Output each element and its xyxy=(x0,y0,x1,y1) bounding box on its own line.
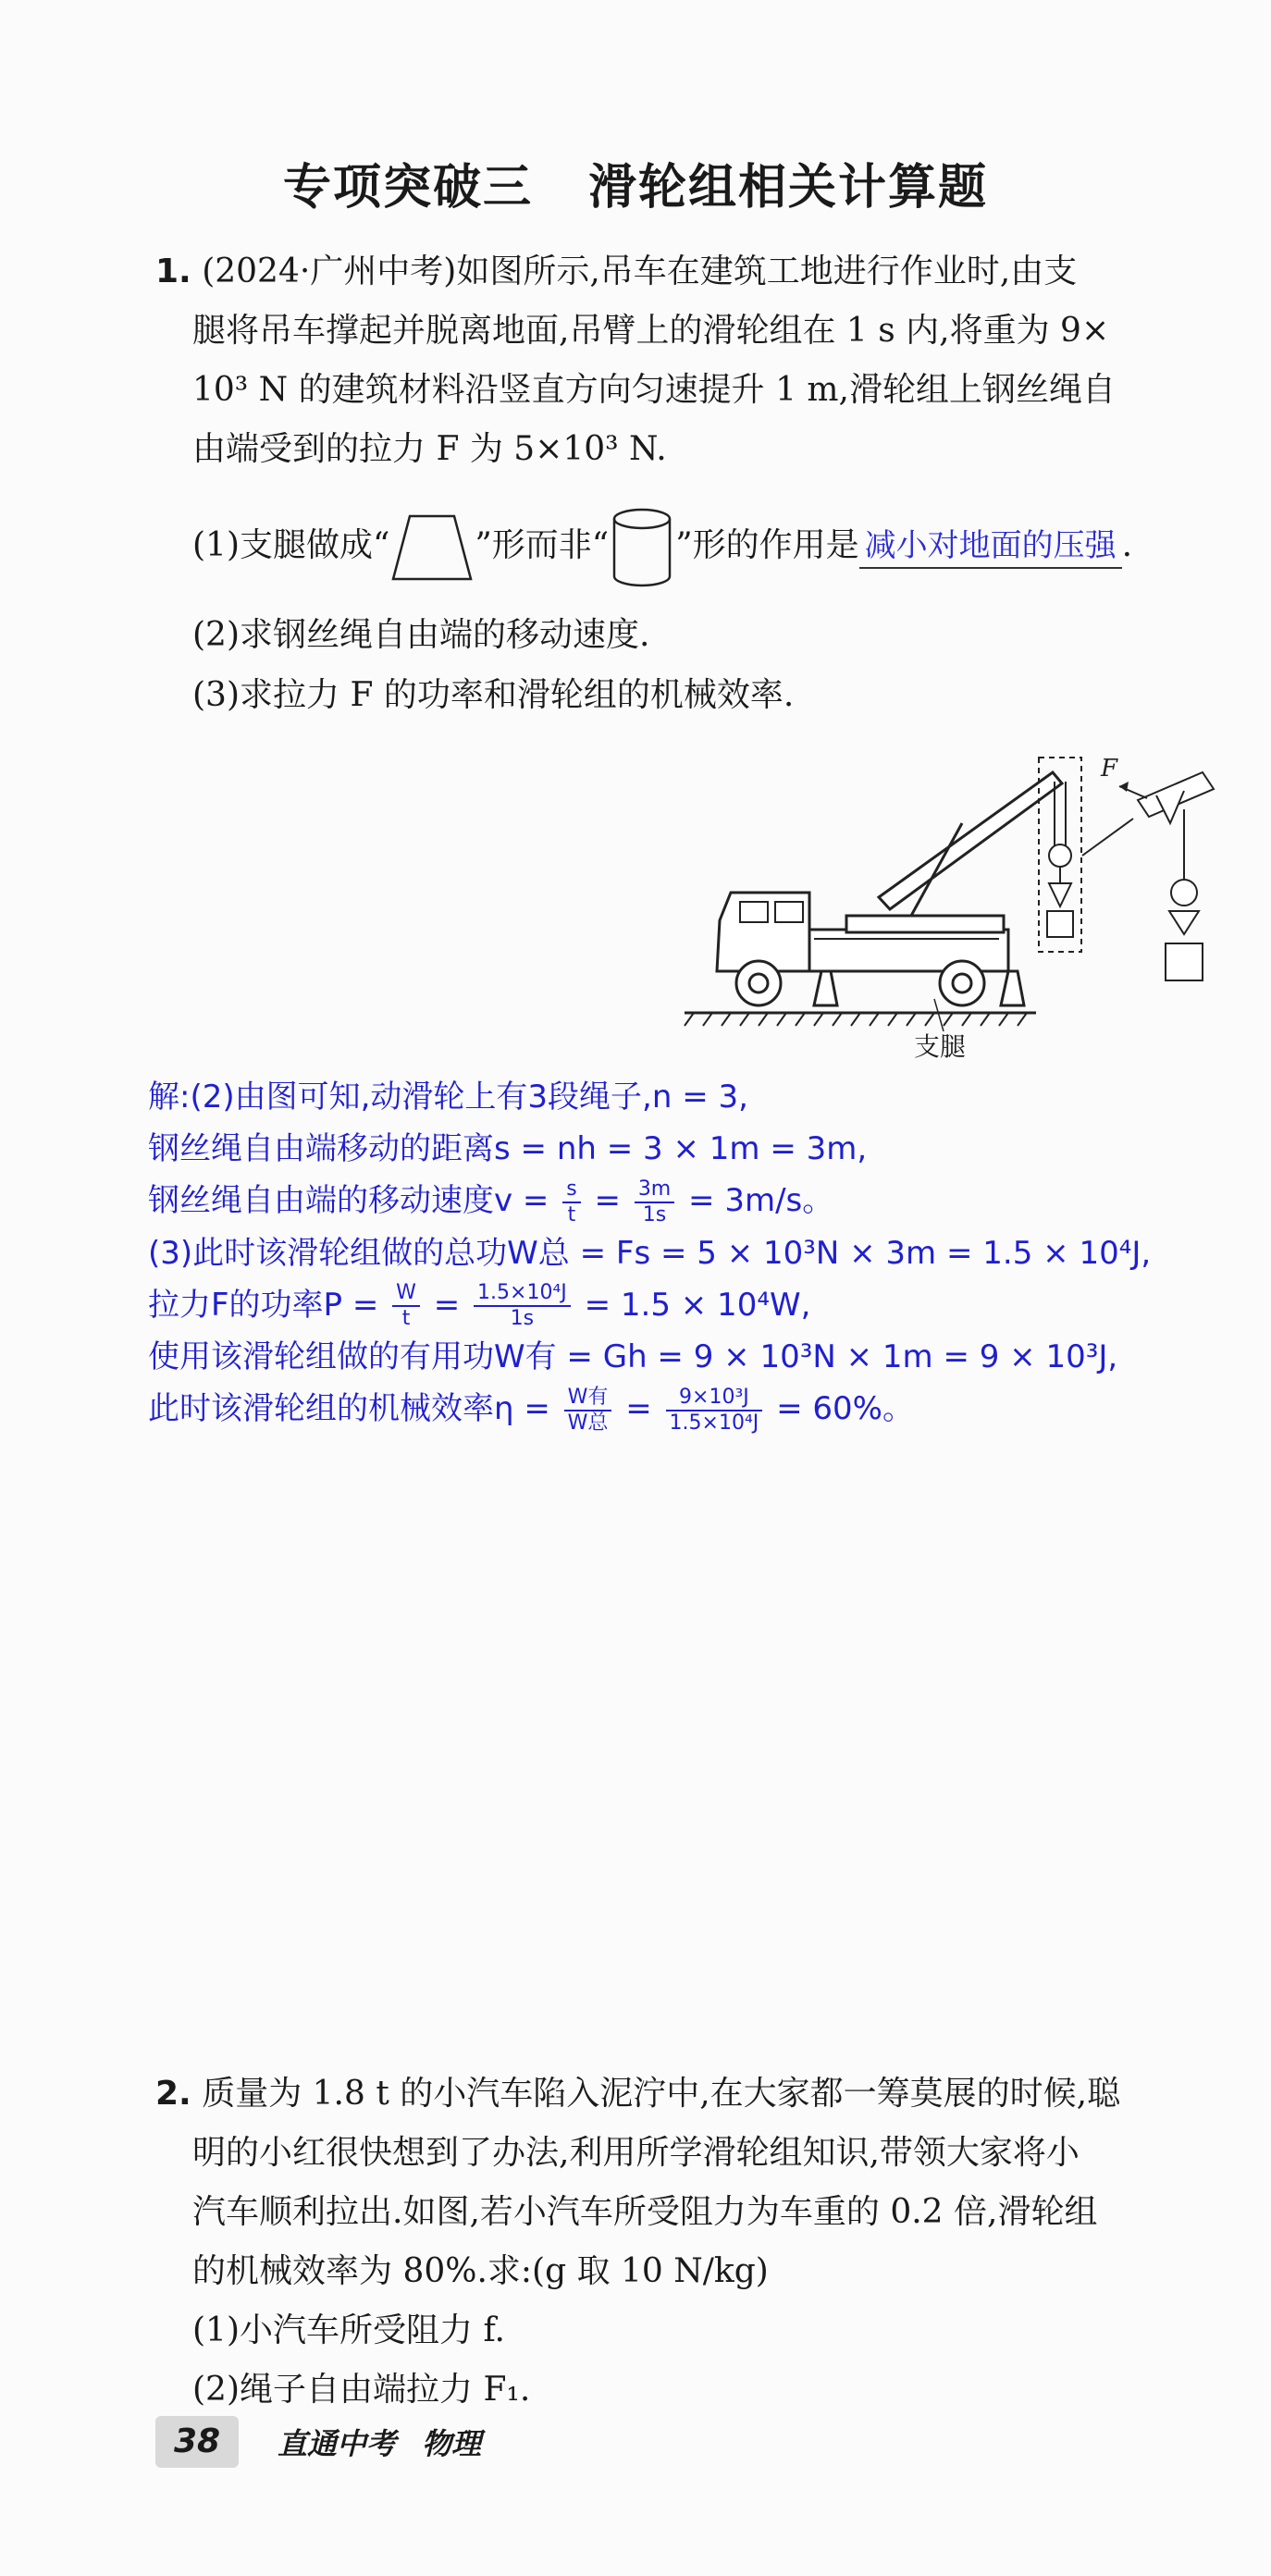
q2-line xyxy=(155,2064,1238,2124)
fraction-denominator: 1.5×10⁴J xyxy=(669,1411,759,1435)
solution-line xyxy=(148,1383,1240,1436)
solution-text: 此时该滑轮组的机械效率η = xyxy=(148,1390,561,1427)
q2-text: 明的小红很快想到了办法,利用所学滑轮组知识,带领大家将小 xyxy=(192,2134,1080,2172)
fraction xyxy=(564,1386,612,1436)
q1-text: 由端受到的拉力 F 为 5×10³ N. xyxy=(192,430,667,468)
q1-line xyxy=(155,302,1238,361)
q1-sub3-text: (3)求拉力 F 的功率和滑轮组的机械效率. xyxy=(192,676,795,714)
q2-text: 质量为 1.8 t 的小汽车陷入泥泞中,在大家都一筹莫展的时候,聪 xyxy=(202,2075,1121,2113)
q2-line xyxy=(155,2124,1238,2183)
q2-text: 的机械效率为 80%.求:(g 取 10 N/kg) xyxy=(192,2252,769,2290)
q1-sub1-mid: ”形而非“ xyxy=(475,526,610,564)
answer-blank: 减小对地面的压强 xyxy=(859,524,1122,569)
title-part1: 专项突破三 xyxy=(282,160,533,216)
fraction xyxy=(392,1281,420,1331)
crane-figure xyxy=(666,745,1221,1041)
q2-line xyxy=(155,2242,1238,2301)
solution-text: 拉力F的功率P = xyxy=(148,1286,389,1324)
fraction-numerator: 1.5×10⁴J xyxy=(474,1281,571,1307)
q1-sub2-text: (2)求钢丝绳自由端的移动速度. xyxy=(192,616,650,654)
fraction-denominator: 1s xyxy=(510,1307,535,1330)
footer-subject: 物理 xyxy=(422,2426,482,2461)
q1-sub1-pre: (1)支腿做成“ xyxy=(192,526,390,564)
fraction xyxy=(474,1281,571,1331)
solution-line: 钢丝绳自由端移动的距离s = nh = 3 × 1m = 3m, xyxy=(148,1130,868,1167)
fraction xyxy=(635,1177,674,1227)
title-part2: 滑轮组相关计算题 xyxy=(588,160,989,216)
footer-book: 直通中考 xyxy=(278,2426,397,2461)
fraction xyxy=(562,1177,580,1227)
fraction-numerator: 9×10³J xyxy=(666,1386,763,1411)
cylinder-icon xyxy=(609,506,675,589)
page-number: 38 xyxy=(155,2416,239,2468)
q1-sub3 xyxy=(192,666,794,725)
page-title xyxy=(0,148,1271,217)
q1-sub1-end: . xyxy=(1121,526,1133,564)
figure-label-support-leg: 支腿 xyxy=(914,1031,967,1062)
fraction-denominator: W总 xyxy=(567,1411,609,1435)
fraction-numerator: s xyxy=(562,1177,580,1203)
solution-text: = xyxy=(615,1390,662,1427)
q1-line xyxy=(155,420,1238,479)
solution-text: = 60%。 xyxy=(766,1390,914,1427)
q1-text: 10³ N 的建筑材料沿竖直方向匀速提升 1 m,滑轮组上钢丝绳自 xyxy=(192,371,1116,409)
q1-sub1-line xyxy=(192,526,1132,564)
fraction-denominator: t xyxy=(401,1307,411,1330)
footer-book-info xyxy=(278,2422,481,2466)
solution-block xyxy=(148,1071,1240,1436)
fraction-denominator: 1s xyxy=(642,1202,667,1226)
fraction-denominator: t xyxy=(567,1202,576,1226)
q2-number: 2. xyxy=(155,2075,191,2113)
question-1 xyxy=(155,242,1238,479)
solution-text: = 3m/s。 xyxy=(678,1182,834,1219)
fraction xyxy=(666,1386,763,1436)
q1-line xyxy=(155,361,1238,420)
q1-sub1-post: ”形的作用是 xyxy=(675,526,859,564)
solution-text: = 1.5 × 10⁴W, xyxy=(574,1286,811,1324)
force-label: F xyxy=(1101,755,1118,783)
q1-sub2 xyxy=(192,606,649,665)
q2-sub2: (2)绳子自由端拉力 F₁. xyxy=(192,2371,531,2409)
q1-number: 1. xyxy=(155,253,191,290)
q1-line xyxy=(155,242,1238,302)
q2-line xyxy=(155,2183,1238,2242)
solution-line: (3)此时该滑轮组做的总功W总 = Fs = 5 × 10³N × 3m = 1.5 × 10⁴J, xyxy=(148,1234,1152,1272)
solution-line xyxy=(148,1279,1240,1332)
question-2 xyxy=(155,2064,1238,2420)
fraction-numerator: 3m xyxy=(635,1177,674,1203)
solution-line: 解:(2)由图可知,动滑轮上有3段绳子,n = 3, xyxy=(148,1078,748,1115)
solution-text: = xyxy=(423,1286,471,1324)
solution-line xyxy=(148,1175,1240,1227)
solution-text: = xyxy=(584,1182,631,1219)
q2-sub1: (1)小汽车所受阻力 f. xyxy=(192,2311,505,2349)
solution-text: 钢丝绳自由端的移动速度v = xyxy=(148,1182,560,1219)
q1-sub1 xyxy=(192,504,1247,589)
fraction-numerator: W xyxy=(392,1281,420,1307)
trapezoid-icon xyxy=(389,512,475,583)
solution-line: 使用该滑轮组做的有用功W有 = Gh = 9 × 10³N × 1m = 9 × 10³J, xyxy=(148,1338,1118,1375)
fraction-numerator: W有 xyxy=(564,1386,612,1411)
q1-text: 腿将吊车撑起并脱离地面,吊臂上的滑轮组在 1 s 内,将重为 9× xyxy=(192,312,1110,350)
q2-text: 汽车顺利拉出.如图,若小汽车所受阻力为车重的 0.2 倍,滑轮组 xyxy=(192,2193,1098,2231)
q1-text: (2024·广州中考)如图所示,吊车在建筑工地进行作业时,由支 xyxy=(202,253,1078,290)
